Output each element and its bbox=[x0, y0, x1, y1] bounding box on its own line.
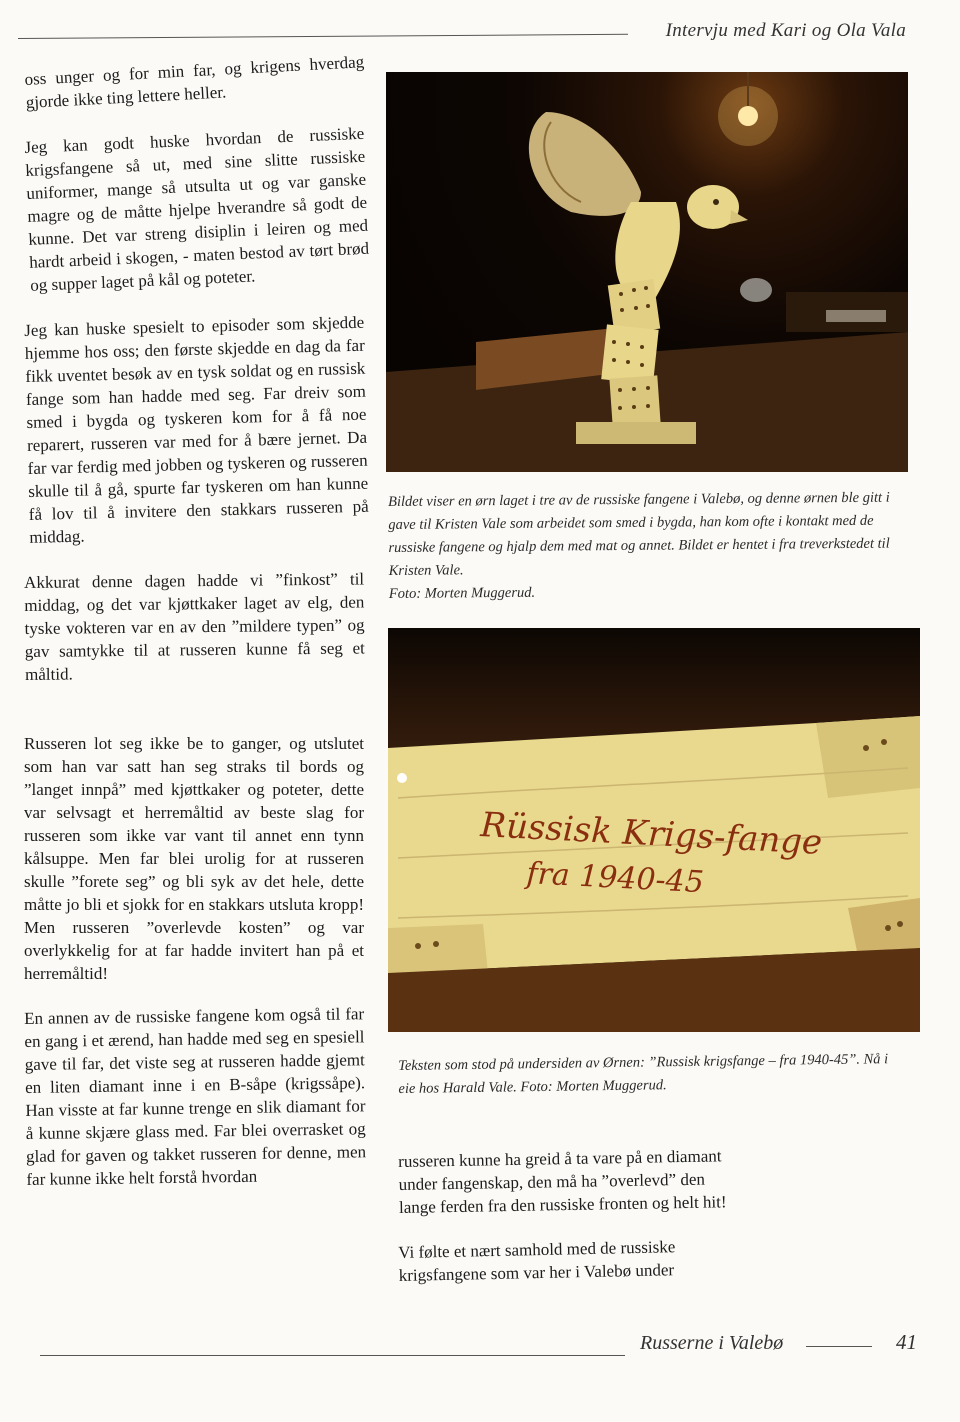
photo-credit: Foto: Morten Muggerud. bbox=[388, 584, 536, 602]
footer-rule bbox=[40, 1355, 625, 1356]
header-rule bbox=[18, 34, 628, 39]
paragraph: Akkurat denne dagen hadde vi ”finkost” til middag, og det var kjøttkaker laget av elg, den tyske vokteren var en av den ”mildere typen” og gav samtykke til at russeren kunne få seg et måltid. bbox=[24, 569, 365, 684]
paragraph: Vi følte et nært samhold med de russiske krigsfangene som var her i Valebø under bbox=[398, 1237, 676, 1285]
paragraph: russeren kunne ha greid å ta vare på en diamant under fangenskap, den må ha ”overlevd” den lange ferden fra den russiske fronten og helt hit! bbox=[398, 1146, 727, 1217]
paragraph: Russeren lot seg ikke be to ganger, og utslutet som han var satt han seg straks til bords og ”langet innpå” med kjøttkaker og poteter, dette var selvsagt et herremåltid av beste slag for russeren som ikke var vant til annet enn tynn kålsuppe. Men far blei urolig for at russeren skulle ”forete seg” og bli syk av det hele, dette måtte jo bli et sjokk for en stakkars utsluta kropp! Men russeren ”overlevde kosten” og var overlykkelig for at far hadde invitert han på et herremåltid! bbox=[24, 734, 364, 983]
inscription-line-1: Rüssisk Krigs-fange bbox=[479, 805, 824, 863]
paragraph: En annen av de russiske fangene kom også til far en gang i et ærend, han hadde med seg en spesiell gave til far, det viste seg at russeren hadde gjemt en liten diamant inne i en B-såpe (krigssåpe). Han visste at far kunne trenge en slik diamant for å kunne skjære glass med. Far blei overrasket og glad for gaven og takket russeren for denne, men far kunne ikke helt forstå hvordan bbox=[24, 1004, 367, 1189]
paragraph: oss unger og for min far, og krigens hverdag gjorde ikke ting lettere heller. bbox=[24, 52, 365, 112]
left-column bbox=[24, 52, 370, 1213]
running-foot: Russerne i Valebø bbox=[640, 1332, 784, 1354]
photo-carved-eagle bbox=[386, 72, 908, 472]
paragraph: Jeg kan huske spesielt to episoder som skjedde hjemme hos oss; den første skjedde en dag da far fikk uventet besøk av en tysk soldat og en russisk fange som han hadde med seg. Far dreiv som smed i bygda og tyskeren kom for å få noe reparert, russeren var med for å bære jernet. Da far var ferdig med jobben og tyskeren og russeren skulle til å gå, spurte far tyskeren om han kunne få lov til å invitere den stakkars russeren på middag. bbox=[24, 312, 369, 547]
carved-eagle-illustration bbox=[386, 72, 908, 472]
caption-text: Bildet viser en ørn laget i tre av de russiske fangene i Valebø, og denne ørnen ble gitt i gave til Kristen Vale som arbeidet som smed i bygda, han kom ofte i kontakt med de russiske fangene og hjalp dem med mat og annet. Bildet er hentet i fra treverkstedet til Kristen Vale. bbox=[388, 489, 890, 579]
footer-rule-short bbox=[806, 1346, 872, 1347]
running-head: Intervju med Kari og Ola Vala bbox=[665, 20, 906, 41]
photo-2-caption: Teksten som stod på undersiden av Ørnen: ”Russisk krigsfange – fra 1940-45”. Nå i eie hos Harald Vale. Foto: Morten Muggerud. bbox=[398, 1051, 889, 1097]
paragraph: Jeg kan godt huske hvordan de russiske krigsfangene så ut, med sine slitte russiske uniformer, mange så utsulta ut og var ganske magre og de måtte hjelpe hverandre så godt de kunne. Det var streng disiplin i leiren og med hardt arbeid i skogen, - maten bestod av tørt brød og supper laget på kål og poteter. bbox=[24, 123, 370, 295]
inscription-line-2: fra 1940-45 bbox=[525, 856, 705, 901]
inscription-board-illustration bbox=[388, 628, 920, 1032]
photo-1-caption bbox=[388, 486, 909, 606]
page-number: 41 bbox=[896, 1330, 917, 1354]
right-column bbox=[398, 1146, 728, 1309]
photo-inscription-board bbox=[388, 628, 920, 1032]
